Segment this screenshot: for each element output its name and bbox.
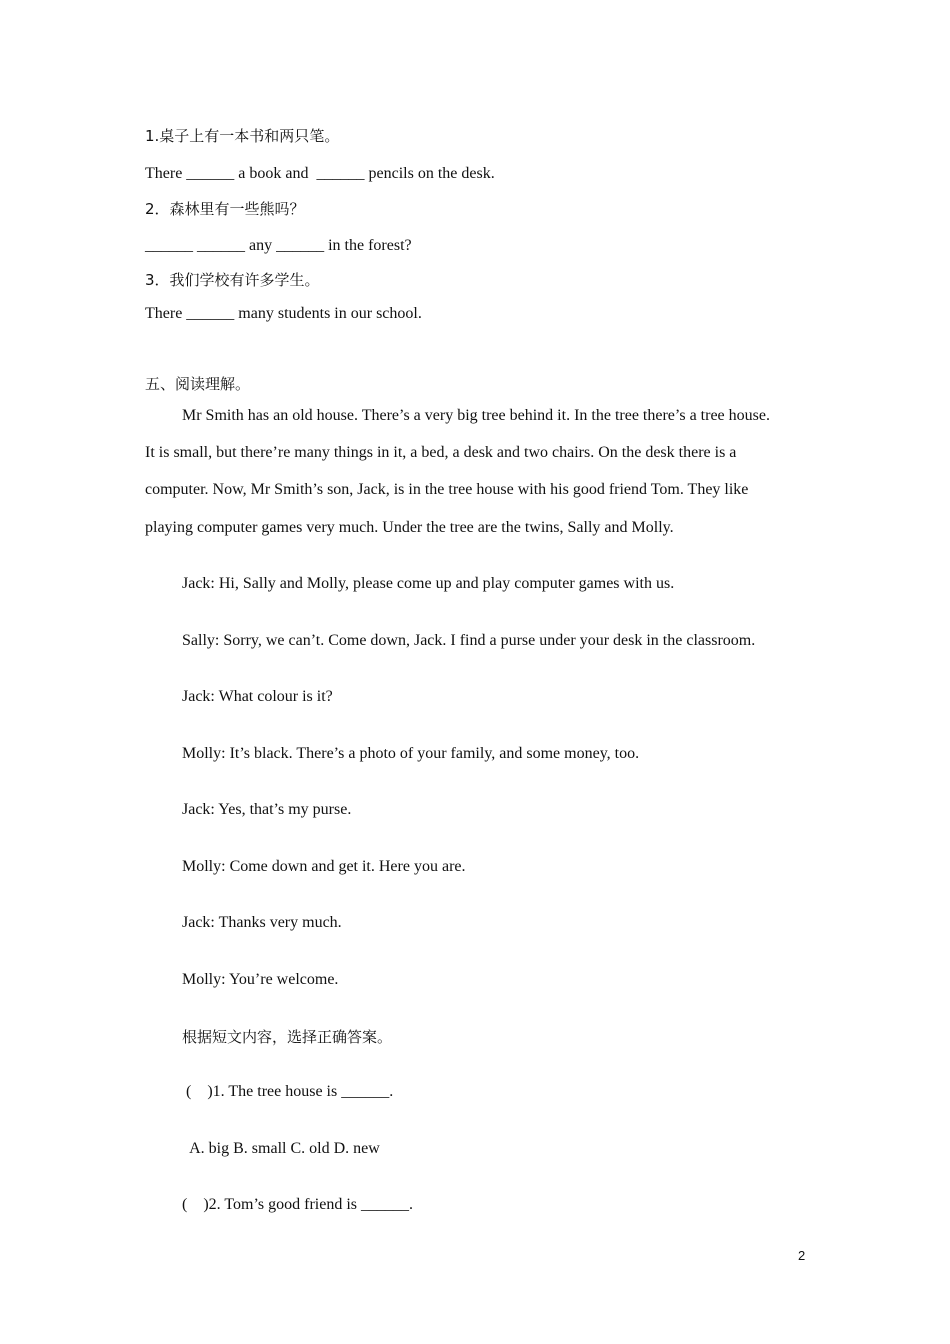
dialogue-line: Jack: What colour is it? [182,688,333,705]
question-options: A. big B. small C. old D. new [182,1140,380,1157]
dialogue-line: Sally: Sorry, we can’t. Come down, Jack. I find a purse under your desk in the classroom. [182,632,756,649]
question-1-chinese: 1.桌子上有一本书和两只笔。 [145,127,340,145]
question-2-chinese: 2．森林里有一些熊吗？ [145,200,305,218]
question-1-english: There ______ a book and ______ pencils on the desk. [145,165,495,182]
dialogue-line: Jack: Thanks very much. [182,914,342,931]
dialogue-line: Jack: Hi, Sally and Molly, please come up and play computer games with us. [182,575,675,592]
dialogue-line: Molly: It’s black. There’s a photo of your family, and some money, too. [182,745,640,762]
page-number: 2 [798,1248,806,1263]
question-3-chinese: 3．我们学校有许多学生。 [145,271,320,289]
question-stem: ( )2. Tom’s good friend is ______. [182,1196,414,1213]
passage-line: Mr Smith has an old house. There’s a very big tree behind it. In the tree there’s a tree house. [182,407,770,424]
question-2-english: ______ ______ any ______ in the forest? [145,237,412,254]
passage-line: computer. Now, Mr Smith’s son, Jack, is in the tree house with his good friend Tom. They like [145,481,749,498]
question-stem: ( )1. The tree house is ______. [182,1083,394,1100]
passage-line: It is small, but there’re many things in it, a bed, a desk and two chairs. On the desk there is a [145,444,737,461]
question-3-english: There ______ many students in our school. [145,305,422,322]
dialogue-line: Jack: Yes, that’s my purse. [182,801,352,818]
instruction: 根据短文内容，选择正确答案。 [182,1028,393,1046]
section-heading: 五、阅读理解。 [145,375,251,393]
dialogue-line: Molly: You’re welcome. [182,971,339,988]
dialogue-line: Molly: Come down and get it. Here you are. [182,858,466,875]
passage-line: playing computer games very much. Under the tree are the twins, Sally and Molly. [145,519,674,536]
